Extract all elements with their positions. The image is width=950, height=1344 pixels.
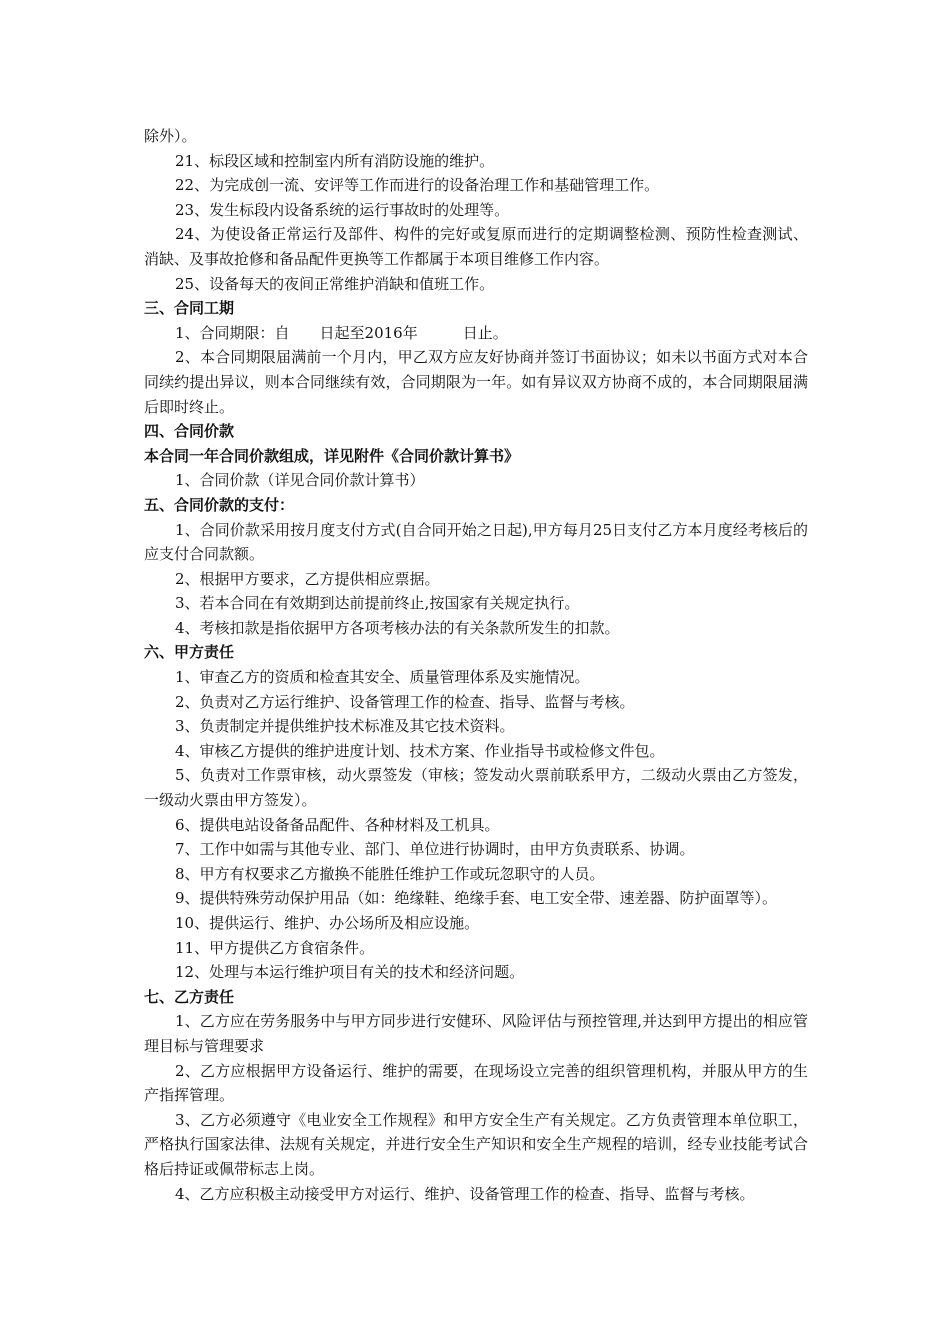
body-paragraph: 12、处理与本运行维护项目有关的技术和经济问题。 xyxy=(175,963,525,982)
section-heading: 本合同一年合同价款组成，详见附件《合同价款计算书》 xyxy=(144,446,520,465)
section-heading: 七、乙方责任 xyxy=(144,987,235,1006)
section-heading: 四、合同价款 xyxy=(144,422,235,441)
body-paragraph: 23、发生标段内设备系统的运行事故时的处理等。 xyxy=(175,200,510,219)
body-paragraph: 5、负责对工作票审核，动火票签发（审核；签发动火票前联系甲方，二级动火票由乙方签发，一级动火票由甲方签发）。 xyxy=(144,766,808,810)
section-heading: 五、合同价款的支付： xyxy=(144,495,295,514)
body-paragraph: 21、标段区域和控制室内所有消防设施的维护。 xyxy=(175,151,495,170)
body-paragraph: 4、乙方应积极主动接受甲方对运行、维护、设备管理工作的检查、指导、监督与考核。 xyxy=(175,1184,755,1203)
body-paragraph: 6、提供电站设备备品配件、各种材料及工机具。 xyxy=(175,815,500,834)
body-paragraph: 4、考核扣款是指依据甲方各项考核办法的有关条款所发生的扣款。 xyxy=(175,618,620,637)
body-paragraph: 10、提供运行、维护、办公场所及相应设施。 xyxy=(175,914,480,932)
body-paragraph: 8、甲方有权要求乙方撤换不能胜任维护工作或玩忽职守的人员。 xyxy=(175,864,605,883)
body-paragraph: 24、为使设备正常运行及部件、构件的完好或复原而进行的定期调整检测、预防性检查测试、消缺、及事故抢修和备品配件更换等工作都属于本项目维修工作内容。 xyxy=(144,225,808,268)
body-paragraph: 7、工作中如需与其他专业、部门、单位进行协调时，由甲方负责联系、协调。 xyxy=(175,840,695,859)
body-paragraph: 1、合同期限：自 日起至2016年 日止。 xyxy=(175,323,508,342)
body-paragraph: 除外）。 xyxy=(144,127,197,145)
body-paragraph: 2、负责对乙方运行维护、设备管理工作的检查、指导、监督与考核。 xyxy=(175,692,635,711)
body-paragraph: 1、审查乙方的资质和检查其安全、质量管理体系及实施情况。 xyxy=(175,668,590,687)
body-paragraph: 2、根据甲方要求，乙方提供相应票据。 xyxy=(175,569,440,588)
body-paragraph: 3、负责制定并提供维护技术标准及其它技术资料。 xyxy=(175,717,515,736)
body-paragraph: 25、设备每天的夜间正常维护消缺和值班工作。 xyxy=(175,274,495,293)
body-paragraph: 2、本合同期限届满前一个月内，甲乙双方应友好协商并签订书面协议；如未以书面方式对本合同续约提出异议，则本合同继续有效，合同期限为一年。如有异议双方协商不成的，本合同期限届满后即时终止。 xyxy=(144,348,808,416)
body-paragraph: 9、提供特殊劳动保护用品（如：绝缘鞋、绝缘手套、电工安全带、速差器、防护面罩等）。 xyxy=(175,889,778,908)
body-paragraph: 3、若本合同在有效期到达前提前终止,按国家有关规定执行。 xyxy=(175,594,580,613)
body-paragraph: 1、合同价款（详见合同价款计算书） xyxy=(175,471,425,490)
body-paragraph: 3、乙方必须遵守《电业安全工作规程》和甲方安全生产有关规定。乙方负责管理本单位职工，严格执行国家法律、法规有关规定，并进行安全生产知识和安全生产规程的培训，经专业技能考试合格后持证或佩带标志上岗。 xyxy=(144,1110,808,1178)
body-paragraph: 4、审核乙方提供的维护进度计划、技术方案、作业指导书或检修文件包。 xyxy=(175,741,665,760)
body-paragraph: 22、为完成创一流、安评等工作而进行的设备治理工作和基础管理工作。 xyxy=(175,176,660,195)
body-paragraph: 1、乙方应在劳务服务中与甲方同步进行安健环、风险评估与预控管理,并达到甲方提出的相应管理目标与管理要求 xyxy=(144,1012,808,1055)
body-paragraph: 11、甲方提供乙方食宿条件。 xyxy=(175,938,375,957)
body-paragraph: 1、合同价款采用按月度支付方式(自合同开始之日起),甲方每月25日支付乙方本月度经考核后的应支付合同款额。 xyxy=(144,520,808,564)
body-paragraph: 2、乙方应根据甲方设备运行、维护的需要，在现场设立完善的组织管理机构，并服从甲方的生产指挥管理。 xyxy=(144,1061,808,1105)
section-heading: 六、甲方责任 xyxy=(144,643,235,662)
document-page xyxy=(144,124,808,1206)
section-heading: 三、合同工期 xyxy=(144,299,235,318)
